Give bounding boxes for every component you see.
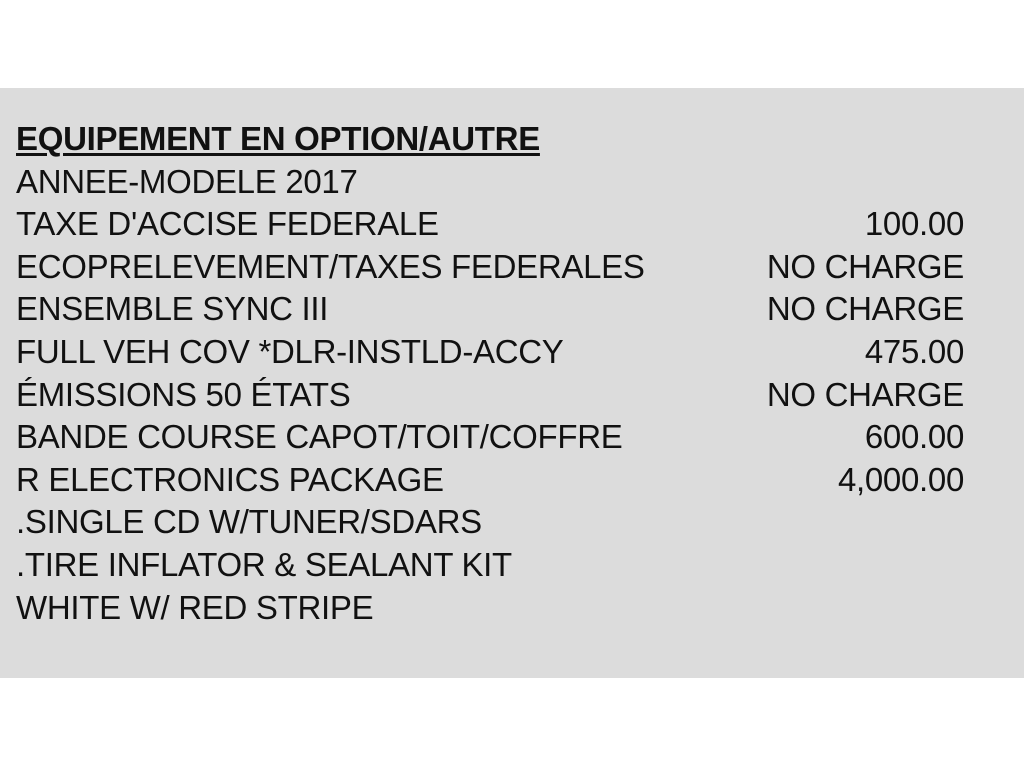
item-description: ANNEE-MODELE 2017 bbox=[16, 162, 358, 200]
list-item bbox=[16, 501, 964, 544]
item-price: NO CHARGE bbox=[766, 375, 964, 413]
item-description: ÉMISSIONS 50 ÉTATS bbox=[16, 375, 351, 413]
list-item bbox=[16, 288, 964, 331]
section-heading: EQUIPEMENT EN OPTION/AUTRE bbox=[16, 120, 540, 157]
list-item bbox=[16, 161, 964, 204]
item-price: NO CHARGE bbox=[766, 290, 964, 328]
item-description: ECOPRELEVEMENT/TAXES FEDERALES bbox=[16, 247, 645, 285]
list-item bbox=[16, 203, 964, 246]
option-equipment-list bbox=[16, 118, 964, 629]
list-item bbox=[16, 246, 964, 289]
list-item bbox=[16, 587, 964, 630]
item-price: 600.00 bbox=[864, 418, 964, 456]
item-price: 4,000.00 bbox=[837, 460, 964, 498]
item-description: WHITE W/ RED STRIPE bbox=[16, 588, 374, 626]
item-price: NO CHARGE bbox=[766, 247, 964, 285]
item-price: 475.00 bbox=[864, 332, 964, 370]
list-item bbox=[16, 416, 964, 459]
item-description: FULL VEH COV *DLR-INSTLD-ACCY bbox=[16, 332, 564, 370]
list-item bbox=[16, 544, 964, 587]
item-description: TAXE D'ACCISE FEDERALE bbox=[16, 205, 439, 243]
list-item bbox=[16, 459, 964, 502]
option-equipment-panel bbox=[0, 88, 1024, 678]
item-description: R ELECTRONICS PACKAGE bbox=[16, 460, 444, 498]
item-description: .SINGLE CD W/TUNER/SDARS bbox=[16, 503, 482, 541]
list-item bbox=[16, 331, 964, 374]
item-description: ENSEMBLE SYNC III bbox=[16, 290, 329, 328]
item-description: .TIRE INFLATOR & SEALANT KIT bbox=[16, 545, 512, 583]
item-price: 100.00 bbox=[864, 205, 964, 243]
item-description: BANDE COURSE CAPOT/TOIT/COFFRE bbox=[16, 418, 623, 456]
list-item bbox=[16, 374, 964, 417]
